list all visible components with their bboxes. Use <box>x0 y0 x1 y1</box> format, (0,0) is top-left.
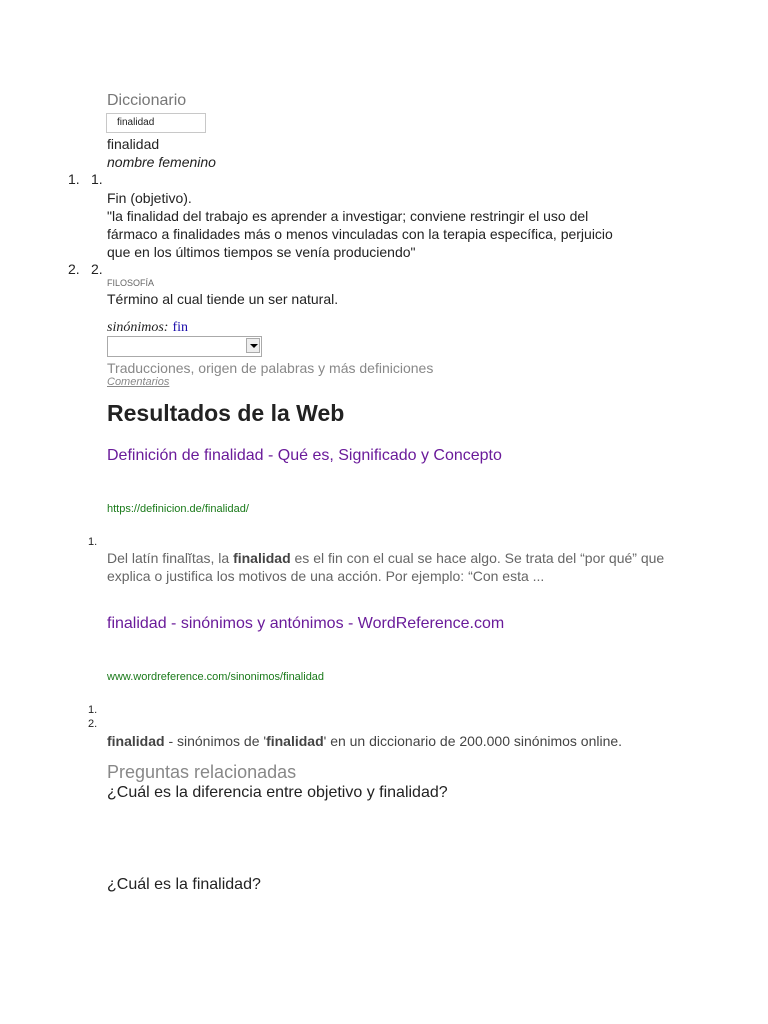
list-number: 1. <box>88 536 98 548</box>
comments-link[interactable]: Comentarios <box>107 376 170 388</box>
web-results-heading: Resultados de la Web <box>107 400 345 426</box>
sense-inner-number: 1. <box>91 171 103 187</box>
sense-example-line: que en los últimos tiempos se venía produciendo" <box>107 244 416 260</box>
result-title-link[interactable]: finalidad - sinónimos y antónimos - WordReference.com <box>107 615 505 632</box>
more-definitions-link[interactable]: Traducciones, origen de palabras y más definiciones <box>107 360 434 376</box>
language-select[interactable] <box>107 336 262 357</box>
result-url[interactable]: https://definicion.de/finalidad/ <box>107 503 249 515</box>
dictionary-search-input[interactable]: finalidad <box>106 113 206 133</box>
sense-example-line: "la finalidad del trabajo es aprender a investigar; conviene restringir el uso del <box>107 208 589 224</box>
dictionary-title: Diccionario <box>107 92 187 109</box>
related-question[interactable]: ¿Cuál es la diferencia entre objetivo y finalidad? <box>107 784 448 801</box>
synonyms-row <box>107 318 188 336</box>
sense-outer-number: 2. <box>68 261 80 277</box>
sense-definition: Término al cual tiende un ser natural. <box>107 291 339 307</box>
synonyms-label: sinónimos: <box>107 320 169 335</box>
sense-definition: Fin (objetivo). <box>107 190 192 206</box>
synonym-link[interactable]: fin <box>172 320 189 335</box>
result-url[interactable]: www.wordreference.com/sinonimos/finalidad <box>107 671 325 683</box>
sense-outer-number: 1. <box>68 171 80 187</box>
grammar-category: nombre femenino <box>107 154 216 170</box>
sense-inner-number: 2. <box>91 261 103 277</box>
result-title-link[interactable]: Definición de finalidad - Qué es, Significado y Concepto <box>107 447 502 464</box>
related-questions-heading: Preguntas relacionadas <box>107 762 297 782</box>
result-snippet: Del latín finalĭtas, la finalidad es el fin con el cual se hace algo. Se trata del “por qué” que explica o justifica los motivos de una acción. Por ejemplo: “Con esta ... <box>107 550 665 584</box>
result-snippet: finalidad - sinónimos de 'finalidad' en un diccionario de 200.000 sinónimos online. <box>107 733 623 749</box>
chevron-down-icon[interactable] <box>246 338 260 353</box>
related-question[interactable]: ¿Cuál es la finalidad? <box>107 876 261 893</box>
sense-example-line: fármaco a finalidades más o menos vinculadas con la terapia específica, perjuicio <box>107 226 613 242</box>
headword: finalidad <box>107 136 160 152</box>
domain-label: FILOSOFÍA <box>107 278 155 288</box>
list-number: 1. <box>88 704 98 716</box>
list-number: 2. <box>88 718 98 730</box>
